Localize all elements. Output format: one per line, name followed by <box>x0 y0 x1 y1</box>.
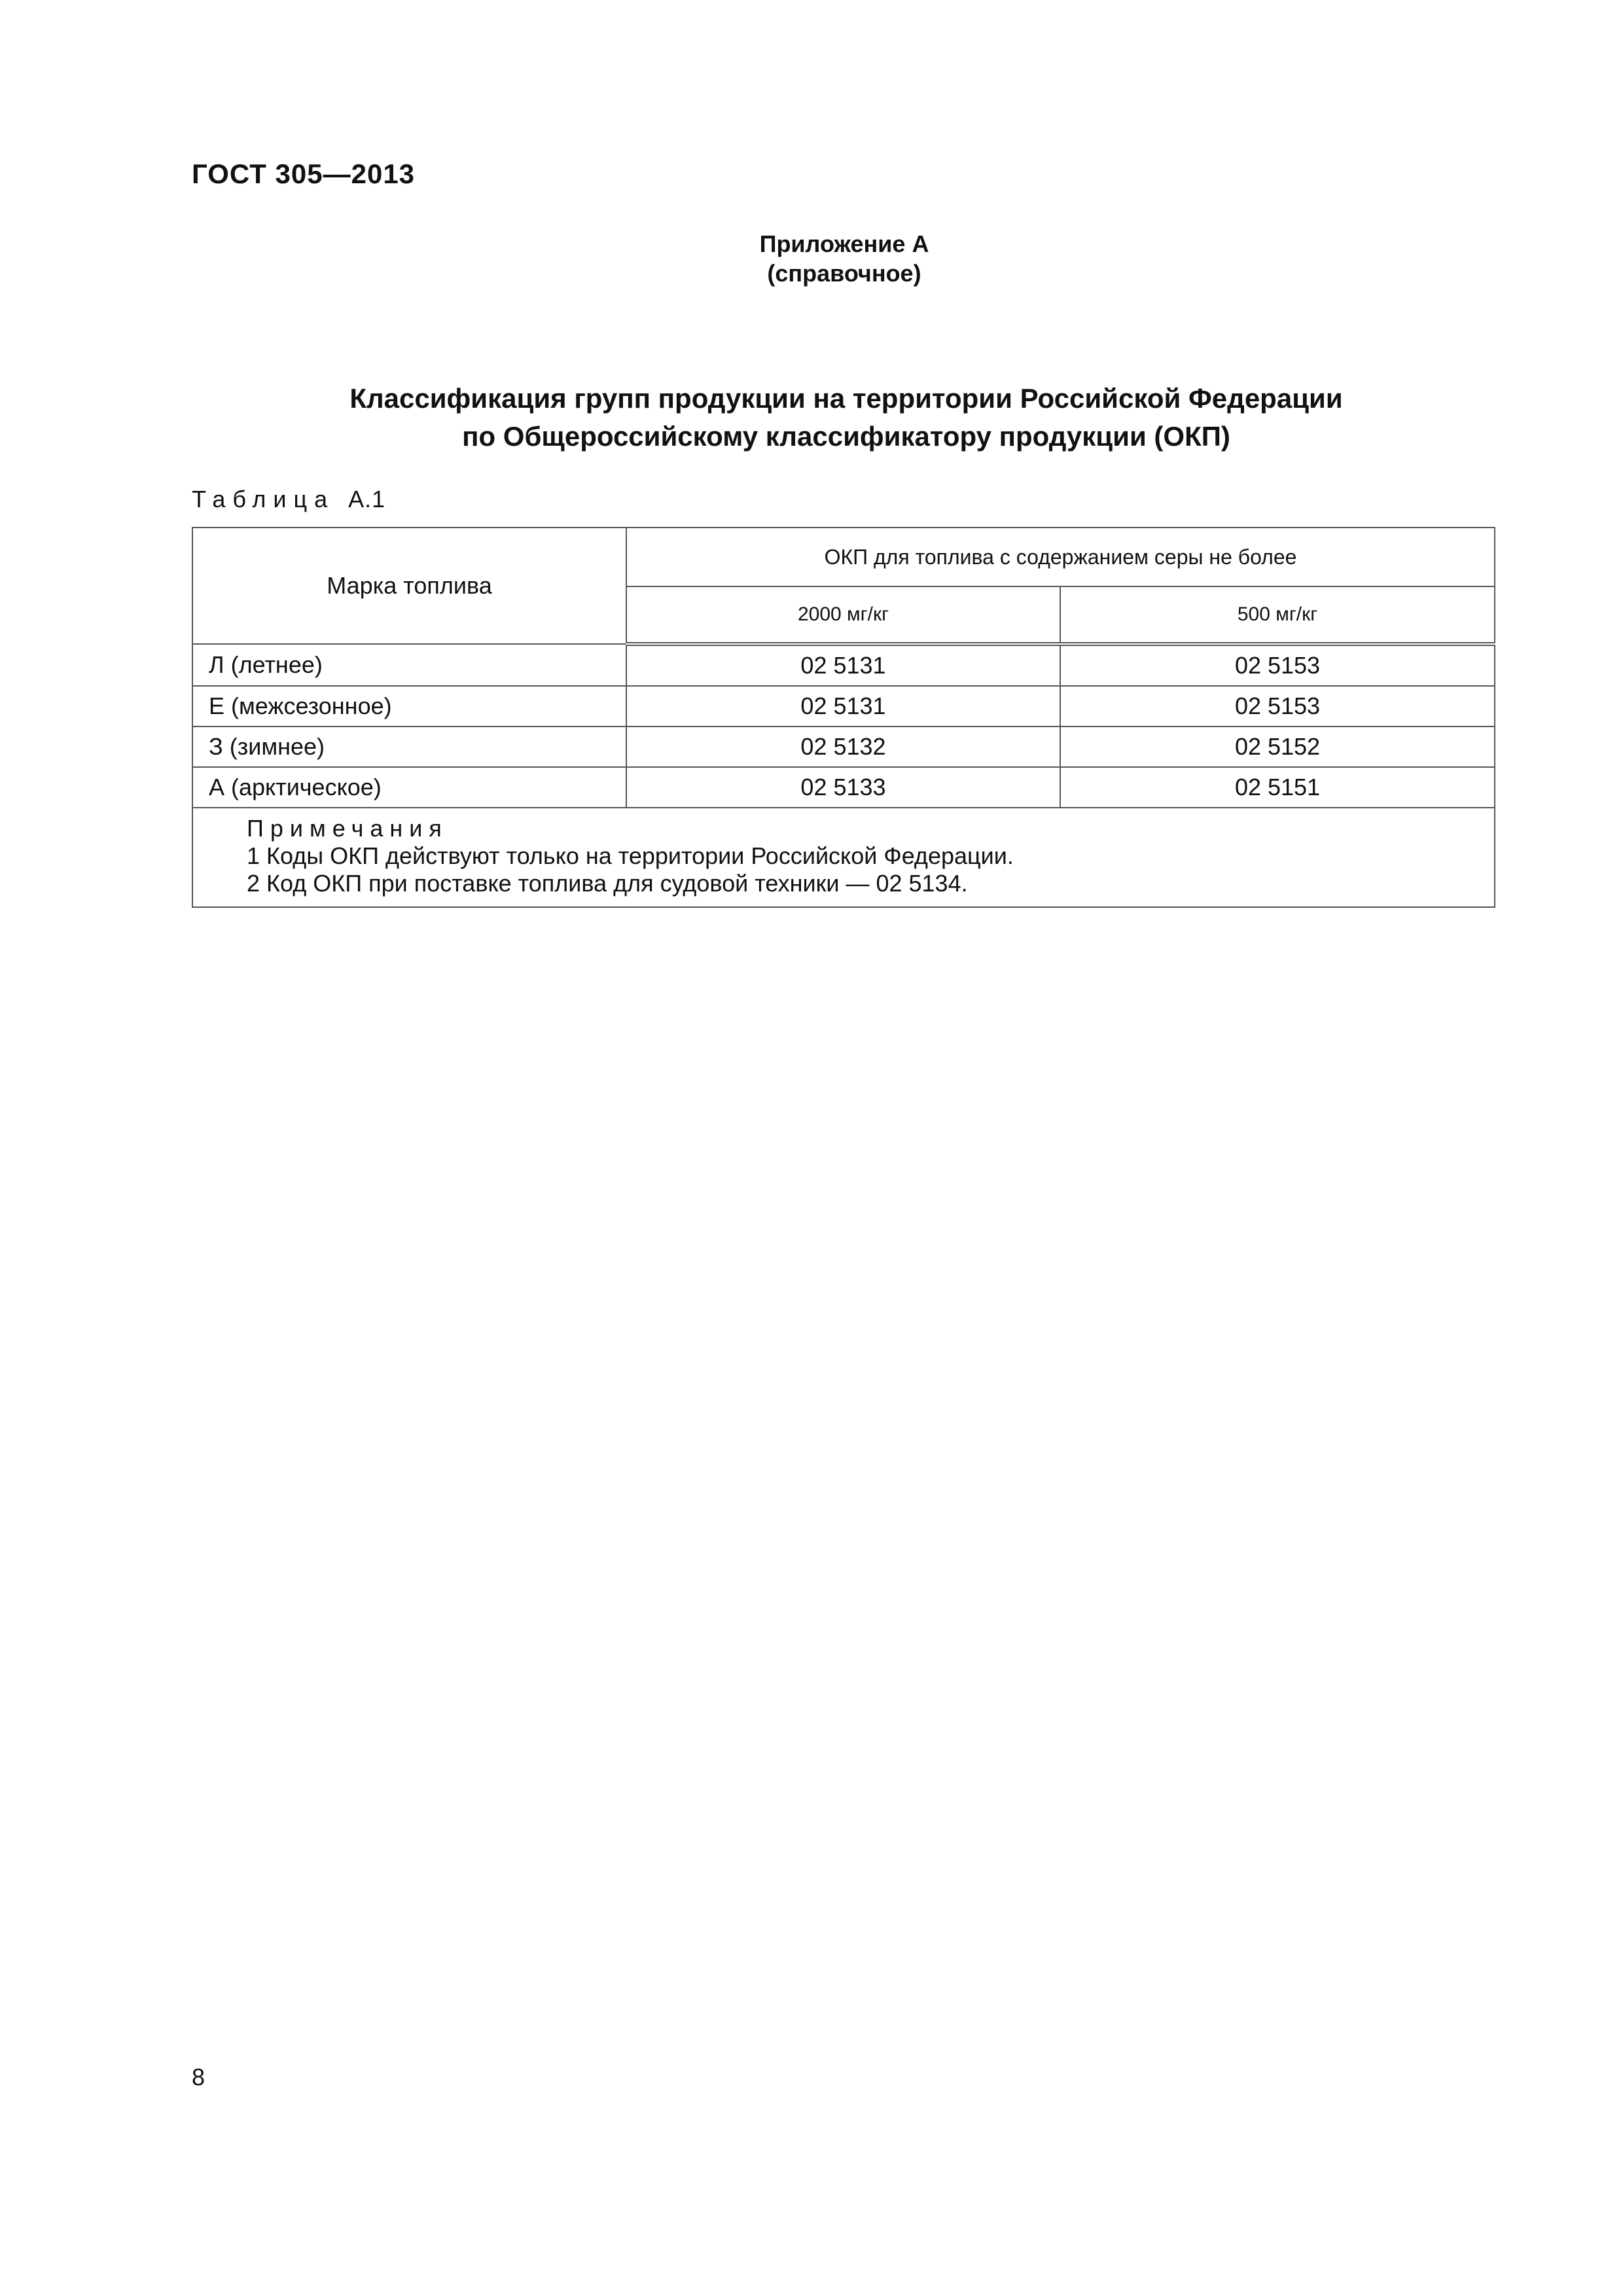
table-header-row <box>192 528 1495 586</box>
header-group: ОКП для топлива с содержанием серы не более <box>626 528 1495 586</box>
appendix-title: Приложение А <box>759 230 929 257</box>
notes-title: Примечания <box>247 815 448 842</box>
code-500-cell: 02 5151 <box>1060 767 1495 808</box>
notes-cell <box>192 808 1495 907</box>
header-sub-500: 500 мг/кг <box>1060 586 1495 644</box>
document-code: ГОСТ 305—2013 <box>192 158 416 189</box>
table-row <box>192 767 1495 808</box>
code-500-cell: 02 5153 <box>1060 686 1495 726</box>
code-2000-cell: 02 5131 <box>626 644 1060 686</box>
code-500-cell: 02 5152 <box>1060 726 1495 767</box>
code-2000-cell: 02 5132 <box>626 726 1060 767</box>
section-title-line2: по Общероссийскому классификатору продукции (ОКП) <box>462 421 1230 452</box>
section-title-line1: Классификация групп продукции на территории Российской Федерации <box>349 383 1343 414</box>
code-2000-cell: 02 5133 <box>626 767 1060 808</box>
table-row <box>192 644 1495 686</box>
note-item: 2 Код ОКП при поставке топлива для судовой техники — 02 5134. <box>247 870 968 897</box>
page-number: 8 <box>192 2064 205 2090</box>
brand-cell: Л (летнее) <box>192 644 626 686</box>
table-caption-number: А.1 <box>348 486 386 512</box>
brand-cell: З (зимнее) <box>192 726 626 767</box>
okp-table <box>192 527 1495 908</box>
appendix-kind: (справочное) <box>767 260 921 287</box>
header-brand: Марка топлива <box>192 528 626 644</box>
table-row <box>192 726 1495 767</box>
note-item: 1 Коды ОКП действуют только на территории Российской Федерации. <box>247 842 1014 869</box>
code-500-cell: 02 5153 <box>1060 644 1495 686</box>
header-sub-2000: 2000 мг/кг <box>626 586 1060 644</box>
table-notes-row <box>192 808 1495 907</box>
brand-cell: Е (межсезонное) <box>192 686 626 726</box>
table-caption <box>192 486 385 513</box>
brand-cell: А (арктическое) <box>192 767 626 808</box>
table-caption-word: Таблица <box>192 486 335 512</box>
code-2000-cell: 02 5131 <box>626 686 1060 726</box>
table-row <box>192 686 1495 726</box>
